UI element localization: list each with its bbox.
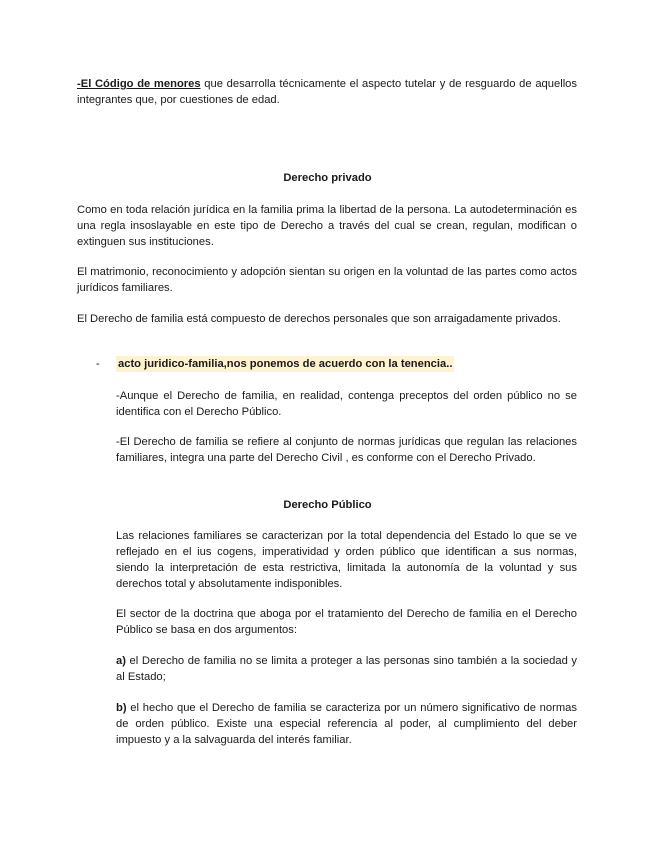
item-a-label: a) bbox=[116, 655, 126, 667]
item-a-text: el Derecho de familia no se limita a proteger a las personas sino también a la sociedad y al Estado; bbox=[116, 655, 577, 683]
heading-derecho-privado: Derecho privado bbox=[283, 172, 372, 184]
privado-paragraph-4: -Aunque el Derecho de familia, en realidad, contenga preceptos del orden público no se identifica con el Derecho Público. bbox=[116, 390, 577, 418]
intro-bold-title: -El Código de menores bbox=[77, 78, 201, 90]
privado-paragraph-3: El Derecho de familia está compuesto de derechos personales que son arraigadamente privados. bbox=[77, 313, 561, 325]
publico-paragraph-1: Las relaciones familiares se caracterizan por la total dependencia del Estado lo que se ve reflejado en el ius cogens, imperatividad y orden público que identifican a sus normas, siendo la interpretación de esta restrictiva, limitada la autonomía de la voluntad y sus derechos total y absolutamente indisponibles. bbox=[116, 530, 577, 590]
bullet-marker: - bbox=[96, 358, 100, 370]
privado-paragraph-5: -El Derecho de familia se refiere al conjunto de normas jurídicas que regulan las relaciones familiares, integra una parte del Derecho Civil , es conforme con el Derecho Privado. bbox=[116, 436, 577, 464]
privado-paragraph-2: El matrimonio, reconocimiento y adopción sientan su origen en la voluntad de las partes como actos jurídicos familiares. bbox=[77, 266, 577, 294]
heading-derecho-publico: Derecho Público bbox=[283, 499, 372, 511]
publico-paragraph-a bbox=[116, 653, 577, 685]
intro-text: que desarrolla técnicamente el aspecto tutelar y de resguardo de aquellos integrantes que, por cuestiones de edad. bbox=[77, 78, 577, 106]
highlighted-text: acto juridico-familia,nos ponemos de acuerdo con la tenencia.. bbox=[118, 358, 453, 370]
publico-paragraph-2: El sector de la doctrina que aboga por el tratamiento del Derecho de familia en el Derecho Público se basa en dos argumentos: bbox=[116, 608, 577, 636]
privado-paragraph-1: Como en toda relación jurídica en la familia prima la libertad de la persona. La autodeterminación es una regla insoslayable en este tipo de Derecho a través del cual se crean, regulan, modifican o extinguen sus instituciones. bbox=[77, 204, 577, 248]
intro-paragraph bbox=[77, 76, 577, 108]
item-b-text: el hecho que el Derecho de familia se caracteriza por un número significativo de normas de orden público. Existe una especial referencia al poder, al cumplimiento del deber impuesto y a la salvaguarda del interés familiar. bbox=[116, 702, 577, 746]
publico-paragraph-b bbox=[116, 700, 577, 748]
item-b-label: b) bbox=[116, 702, 127, 714]
